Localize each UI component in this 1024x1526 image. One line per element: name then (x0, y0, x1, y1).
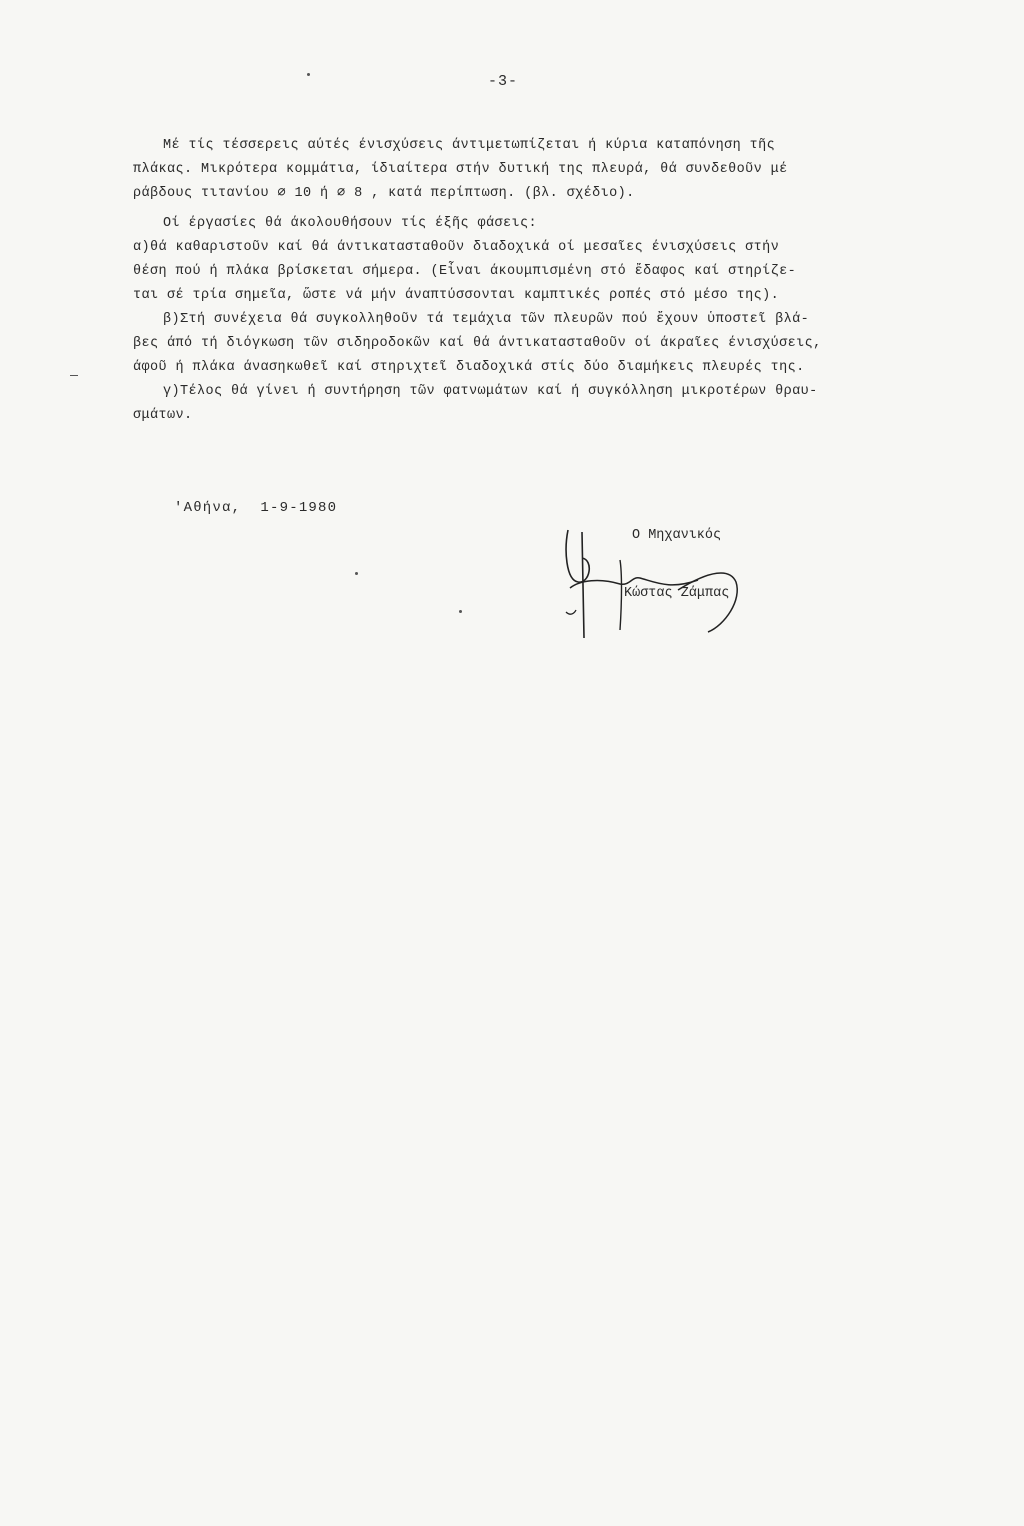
phases-intro-line: Οί έργασίες θά άκολουθήσουν τίς έξῆς φάσεις: (163, 216, 538, 231)
scan-speck (459, 610, 462, 613)
page-number: -3- (488, 73, 519, 90)
paragraph-line: πλάκας. Μικρότερα κομμάτια, ίδιαίτερα στήν δυτική της πλευρά, θά συνδεθοῦν μέ (133, 162, 788, 177)
phase-b-line: β)Στή συνέχεια θά συγκολληθοῦν τά τεμάχια τῶν πλευρῶν πού ἔχουν ὑποστεῖ βλά- (163, 312, 810, 327)
scan-speck (355, 572, 358, 575)
phase-b-line: βες άπό τή διόγκωση τῶν σιδηροδοκῶν καί θά άντικατασταθοῦν οί άκραῖες ένισχύσεις, (133, 336, 822, 351)
scan-mark (70, 375, 78, 376)
paragraph-line: Μέ τίς τέσσερεις αύτές ένισχύσεις άντιμετωπίζεται ή κύρια καταπόνηση τῆς (163, 138, 776, 153)
phase-a-line: θέση πού ή πλάκα βρίσκεται σήμερα. (Εἶναι άκουμπισμένη στό ἔδαφος καί στηρίζε- (133, 264, 797, 279)
phase-a-line: α)θά καθαριστοῦν καί θά άντικατασταθοῦν διαδοχικά οί μεσαῖες ένισχύσεις στήν (133, 240, 780, 255)
phase-b-line: άφοῦ ή πλάκα άνασηκωθεῖ καί στηριχτεῖ διαδοχικά στίς δύο διαμήκεις πλευρές της. (133, 360, 805, 375)
place-date-line: 'Αθήνα, 1-9-1980 (174, 500, 338, 516)
signature-name: Κώστας Ζάμπας (624, 586, 730, 601)
signature-title: Ο Μηχανικός (632, 528, 722, 543)
phase-c-line: σμάτων. (133, 408, 193, 423)
scan-speck (307, 73, 310, 76)
paragraph-line: ράβδους τιτανίου ∅ 10 ή ∅ 8 , κατά περίπτωση. (βλ. σχέδιο). (133, 186, 635, 201)
phase-a-line: ται σέ τρία σημεῖα, ὥστε νά μήν άναπτύσσονται καμπτικές ροπές στό μέσο της). (133, 288, 780, 303)
body-text (133, 134, 913, 428)
signature-block (560, 520, 760, 645)
phase-c-line: γ)Τέλος θά γίνει ή συντήρηση τῶν φατνωμάτων καί ή συγκόλληση μικροτέρων θραυ- (163, 384, 818, 399)
